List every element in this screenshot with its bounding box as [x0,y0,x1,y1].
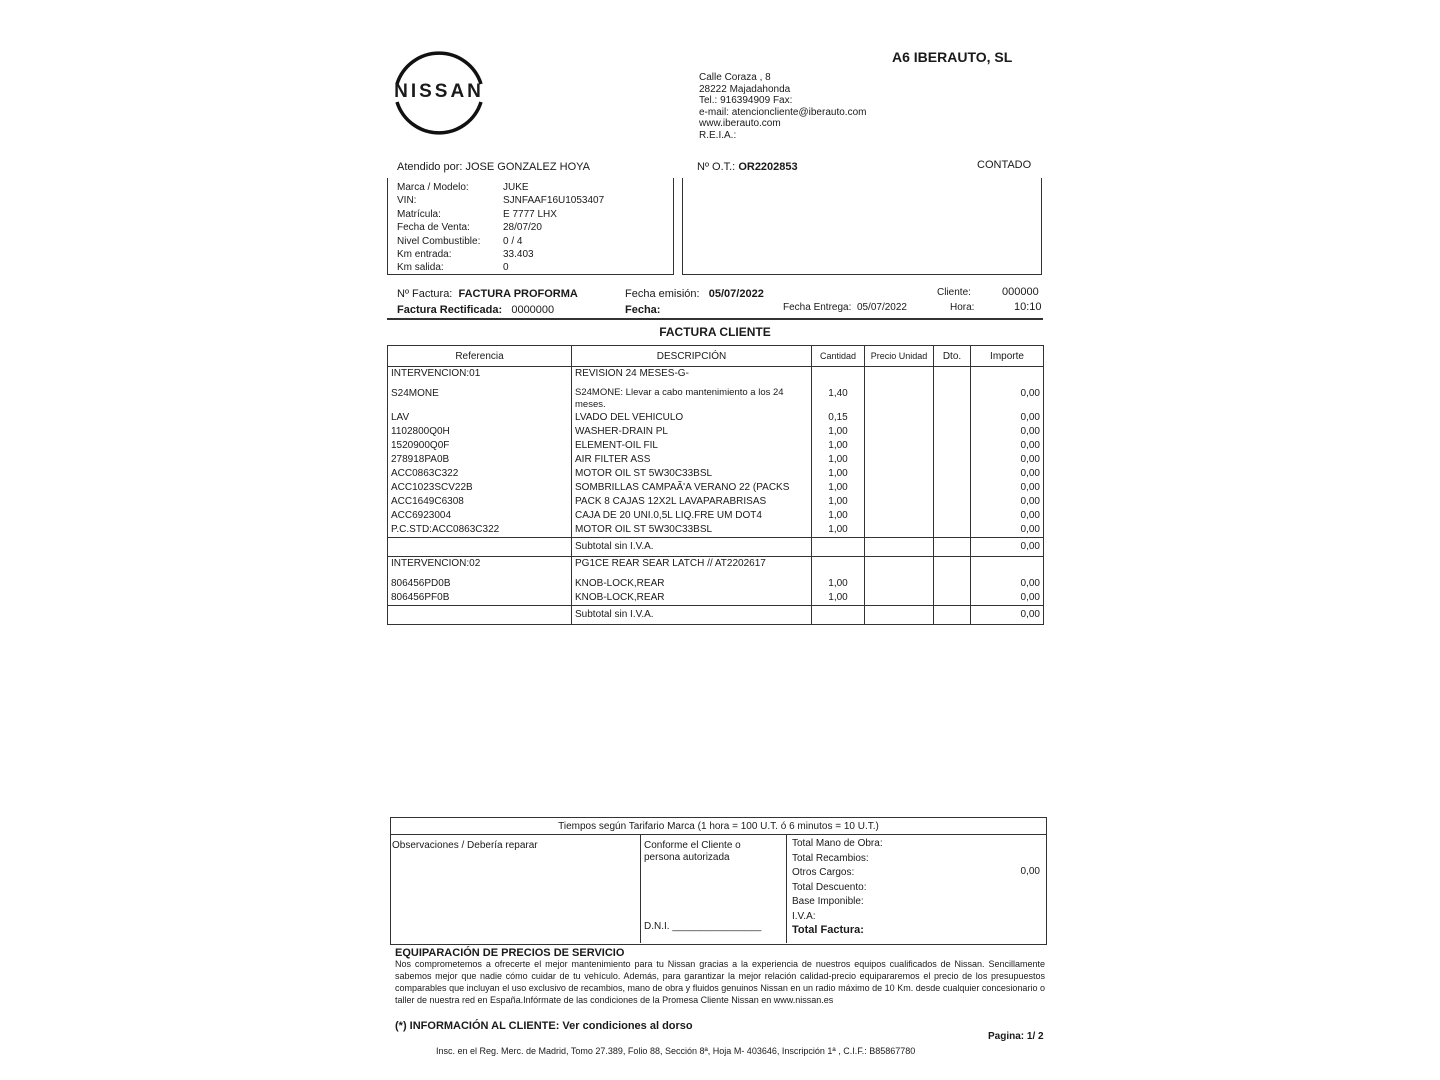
company-name: A6 IBERAUTO, SL [892,49,1013,65]
table-row: 806456PD0B KNOB-LOCK,REAR 1,00 0,00 [388,577,1044,591]
table-row: ACC6923004 CAJA DE 20 UNI.0,5L LIQ.FRE UM DOT4 1,00 0,00 [388,509,1044,523]
col-referencia: Referencia [388,346,572,367]
invoice-emission: Fecha emisión: 05/07/2022 [625,288,764,300]
vehicle-values: JUKE SJNFAAF16U1053407 E 7777 LHX 28/07/20 0 / 4 33.403 0 [503,182,605,274]
col-importe: Importe [971,346,1044,367]
payment-method: CONTADO [977,159,1032,171]
dni-field: D.N.I. ________________ [644,921,762,932]
hour-value: 10:10 [1014,301,1042,313]
otros-cargos-value: 0,00 [1020,866,1040,877]
customer-info: (*) INFORMACIÓN AL CLIENTE: Ver condiciones al dorso [395,1020,693,1032]
brand-wordmark: NISSAN [394,81,484,102]
table-row: 806456PF0B KNOB-LOCK,REAR 1,00 0,00 [388,591,1044,606]
client-number: 000000 [1002,286,1039,298]
client-box [682,178,1042,275]
table-row: ACC1649C6308 PACK 8 CAJAS 12X2L LAVAPARABRISAS 1,00 0,00 [388,495,1044,509]
table-row: LAV LVADO DEL VEHICULO 0,15 0,00 [388,411,1044,425]
invoice-rectified: Factura Rectificada: 0000000 [397,304,555,316]
table-header [388,346,1044,367]
total-factura-label: Total Factura: [792,924,864,936]
col-descripcion: DESCRIPCIÓN [572,346,812,367]
col-dto: Dto. [934,346,971,367]
delivery-date: Fecha Entrega: 05/07/2022 [783,302,907,313]
ot-number: Nº O.T.: OR2202853 [697,161,798,173]
table-row: 1102800Q0H WASHER-DRAIN PL 1,00 0,00 [388,425,1044,439]
promo-text: Nos comprometemos a ofrecerte el mejor mantenimiento para tu Nissan gracias a la experiencia de nuestros equipos cualificados de Nissan. Sencillamente sabemos mejor que nadie cómo cuidar de tu vehículo. Además, para garantizar la mejor relación calidad-precio equipararemos el precio de los presupuestos comparables que incluyan el uso exclusivo de recambios, mano de obra y fluidos genuinos Nissan en un radio máximo de 10 Km. desde cualquier concesionario o taller de nuestra red en España.Infórmate de las condiciones de la Promesa Cliente Nissan en www.nissan.es [395,959,1045,1005]
table-row: 1520900Q0F ELEMENT-OIL FIL 1,00 0,00 [388,439,1044,453]
col-cantidad: Cantidad [812,346,865,367]
table-row: ACC0863C322 MOTOR OIL ST 5W30C33BSL 1,00 0,00 [388,467,1044,481]
invoice-date-label: Fecha: [625,304,661,316]
attended-by: Atendido por: JOSE GONZALEZ HOYA [397,161,590,173]
invoice-number: Nº Factura: FACTURA PROFORMA [397,288,578,300]
totals-labels: Total Mano de Obra: Total Recambios: Otros Cargos: Total Descuento: Base Imponible: I.V.A: [792,838,883,922]
group-header: INTERVENCION:02 PG1CE REAR SEAR LATCH // AT2202617 [388,557,1044,572]
promo-title: EQUIPARACIÓN DE PRECIOS DE SERVICIO [395,947,625,959]
table-row: P.C.STD:ACC0863C322 MOTOR OIL ST 5W30C33BSL 1,00 0,00 [388,523,1044,538]
group-header: INTERVENCION:01 REVISION 24 MESES-G- [388,367,1044,382]
table-row: S24MONE S24MONE: Llevar a cabo mantenimiento a los 24 meses. 1,40 0,00 [388,387,1044,411]
table-row: 278918PA0B AIR FILTER ASS 1,00 0,00 [388,453,1044,467]
vehicle-labels: Marca / Modelo: VIN: Matrícula: Fecha de Venta: Nivel Combustible: Km entrada: Km salida: [397,182,481,274]
observaciones-label: Observaciones / Debería reparar [392,840,538,851]
company-address: Calle Coraza , 8 28222 Majadahonda Tel.: 916394909 Fax: e-mail: atencioncliente@iberauto.com www.iberauto.com R.E.I.A.: [699,72,867,141]
subtotal-row: Subtotal sin I.V.A. 0,00 [388,538,1044,557]
divider [387,318,1043,320]
page-number: Pagina: 1/ 2 [988,1031,1044,1042]
table-row: ACC1023SCV22B SOMBRILLAS CAMPAÃ'A VERANO 22 (PACKS 1,00 0,00 [388,481,1044,495]
conforme-label: Conforme el Cliente o persona autorizada [644,840,741,863]
client-label: Cliente: [937,287,971,298]
items-table [387,345,1044,625]
registry-note: Insc. en el Reg. Merc. de Madrid, Tomo 27.389, Folio 88, Sección 8ª, Hoja M- 403646, Inscripción 1ª , C.I.F.: B85867780 [436,1046,916,1056]
nissan-logo [383,48,495,138]
tiempos-note: Tiempos según Tarifario Marca (1 hora = 100 U.T. ó 6 minutos = 10 U.T.) [558,821,879,832]
col-precio: Precio Unidad [865,346,934,367]
hour-label: Hora: [950,302,975,313]
subtotal-row: Subtotal sin I.V.A. 0,00 [388,606,1044,625]
invoice-title: FACTURA CLIENTE [659,325,771,339]
